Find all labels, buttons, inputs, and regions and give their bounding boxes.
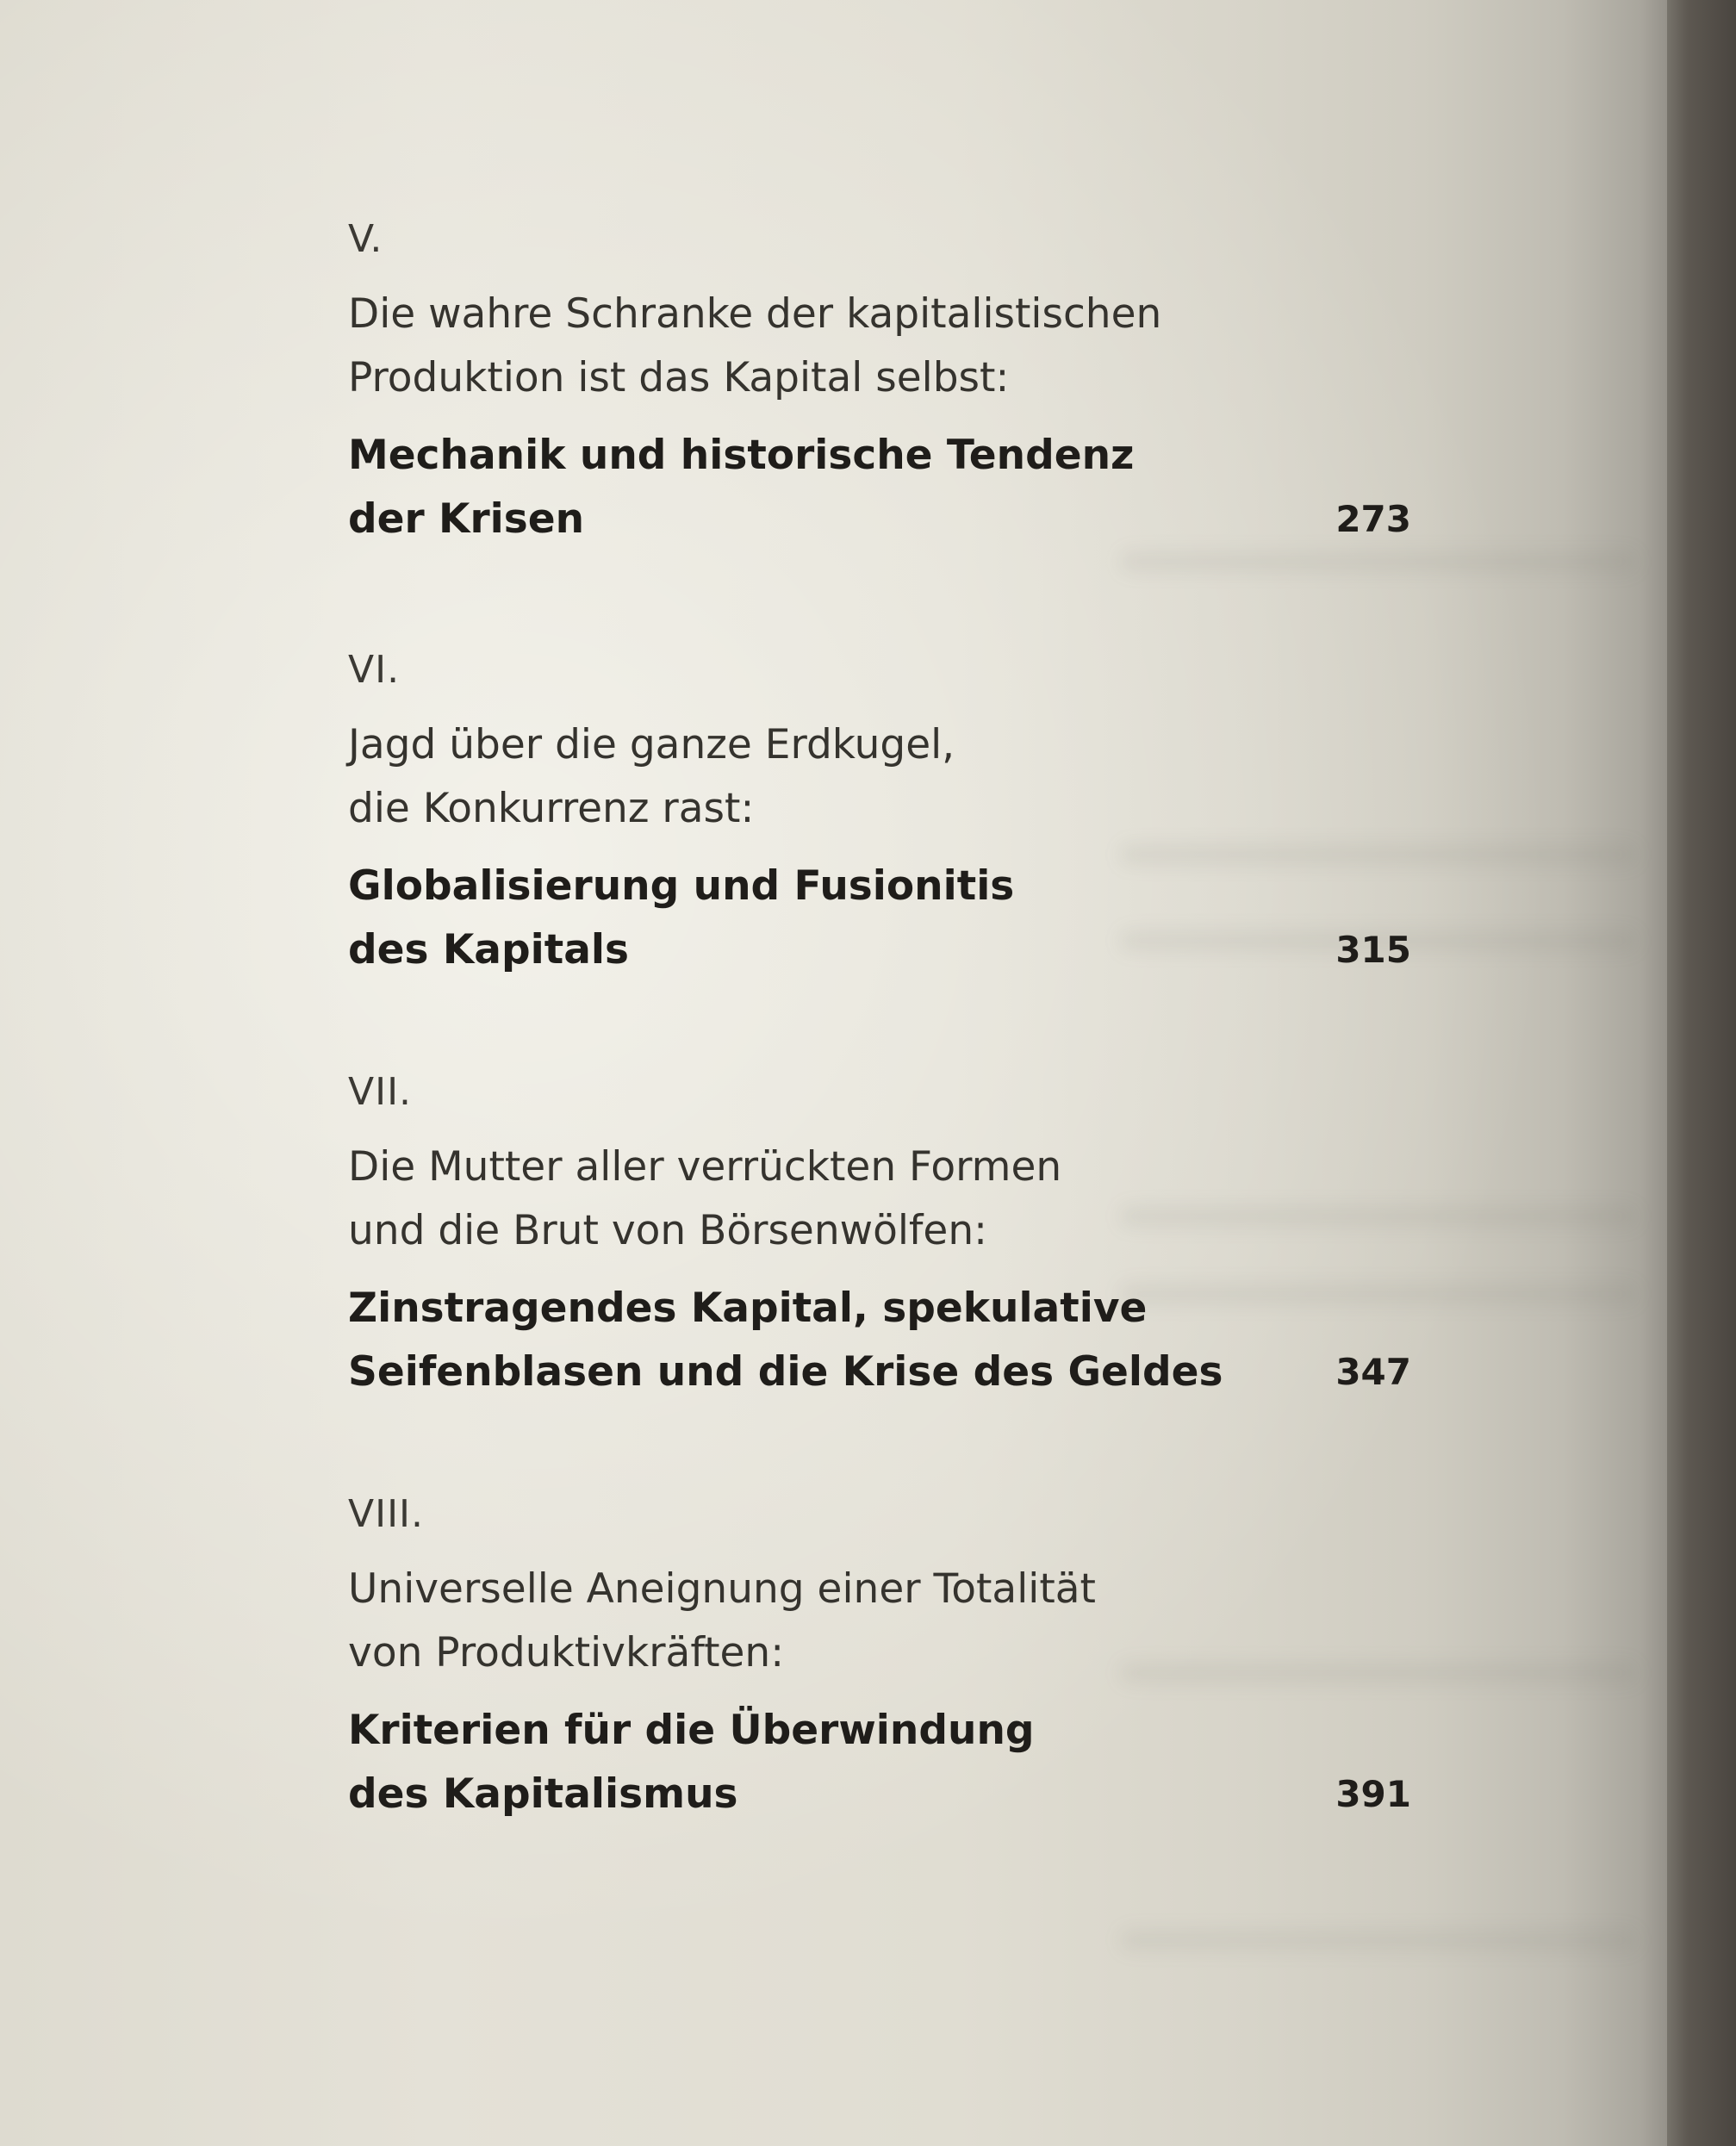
chapter-heading <box>348 855 1434 982</box>
subtitle-line: Die Mutter aller verrückten Formen <box>348 1143 1062 1191</box>
chapter-heading <box>348 1699 1434 1826</box>
chapter-numeral: VIII. <box>348 1492 425 1536</box>
chapter-heading <box>348 1277 1434 1404</box>
chapter-numeral: V. <box>348 217 383 261</box>
chapter-subtitle <box>348 1135 1434 1263</box>
heading-line: Kriterien für die Überwindung <box>348 1707 1035 1754</box>
page-number: 347 <box>1335 1351 1411 1393</box>
bleed-through-line <box>1120 1930 1637 1950</box>
chapter-numeral: VI. <box>348 648 401 692</box>
heading-line: Seifenblasen und die Krise des Geldes <box>348 1348 1223 1396</box>
heading-line: Mechanik und historische Tendenz <box>348 432 1135 479</box>
page-number: 273 <box>1335 498 1411 540</box>
heading-line: der Krisen <box>348 495 585 543</box>
chapter-subtitle <box>348 713 1434 841</box>
page-number: 315 <box>1335 929 1411 971</box>
chapter-subtitle <box>348 283 1434 410</box>
subtitle-line: die Konkurrenz rast: <box>348 785 755 832</box>
page-number: 391 <box>1335 1773 1411 1815</box>
toc-entry-vi[interactable] <box>348 646 1434 982</box>
toc-entry-vii[interactable] <box>348 1068 1434 1404</box>
page-edge-shadow <box>1667 0 1736 2146</box>
bleed-through-line <box>1120 551 1637 572</box>
subtitle-line: Die wahre Schranke der kapitalistischen <box>348 290 1162 338</box>
toc-entry-viii[interactable] <box>348 1490 1434 1826</box>
heading-line: des Kapitals <box>348 926 630 973</box>
toc-entry-v[interactable] <box>348 215 1434 551</box>
heading-line: Zinstragendes Kapital, spekulative <box>348 1284 1148 1332</box>
subtitle-line: von Produktivkräften: <box>348 1629 785 1676</box>
heading-line: des Kapitalismus <box>348 1770 738 1818</box>
subtitle-line: Jagd über die ganze Erdkugel, <box>348 721 955 768</box>
subtitle-line: Universelle Aneignung einer Totalität <box>348 1565 1096 1613</box>
subtitle-line: Produktion ist das Kapital selbst: <box>348 354 1010 401</box>
chapter-numeral: VII. <box>348 1070 413 1114</box>
heading-line: Globalisierung und Fusionitis <box>348 862 1015 910</box>
subtitle-line: und die Brut von Börsenwölfen: <box>348 1207 987 1254</box>
chapter-heading <box>348 424 1434 551</box>
chapter-subtitle <box>348 1558 1434 1685</box>
